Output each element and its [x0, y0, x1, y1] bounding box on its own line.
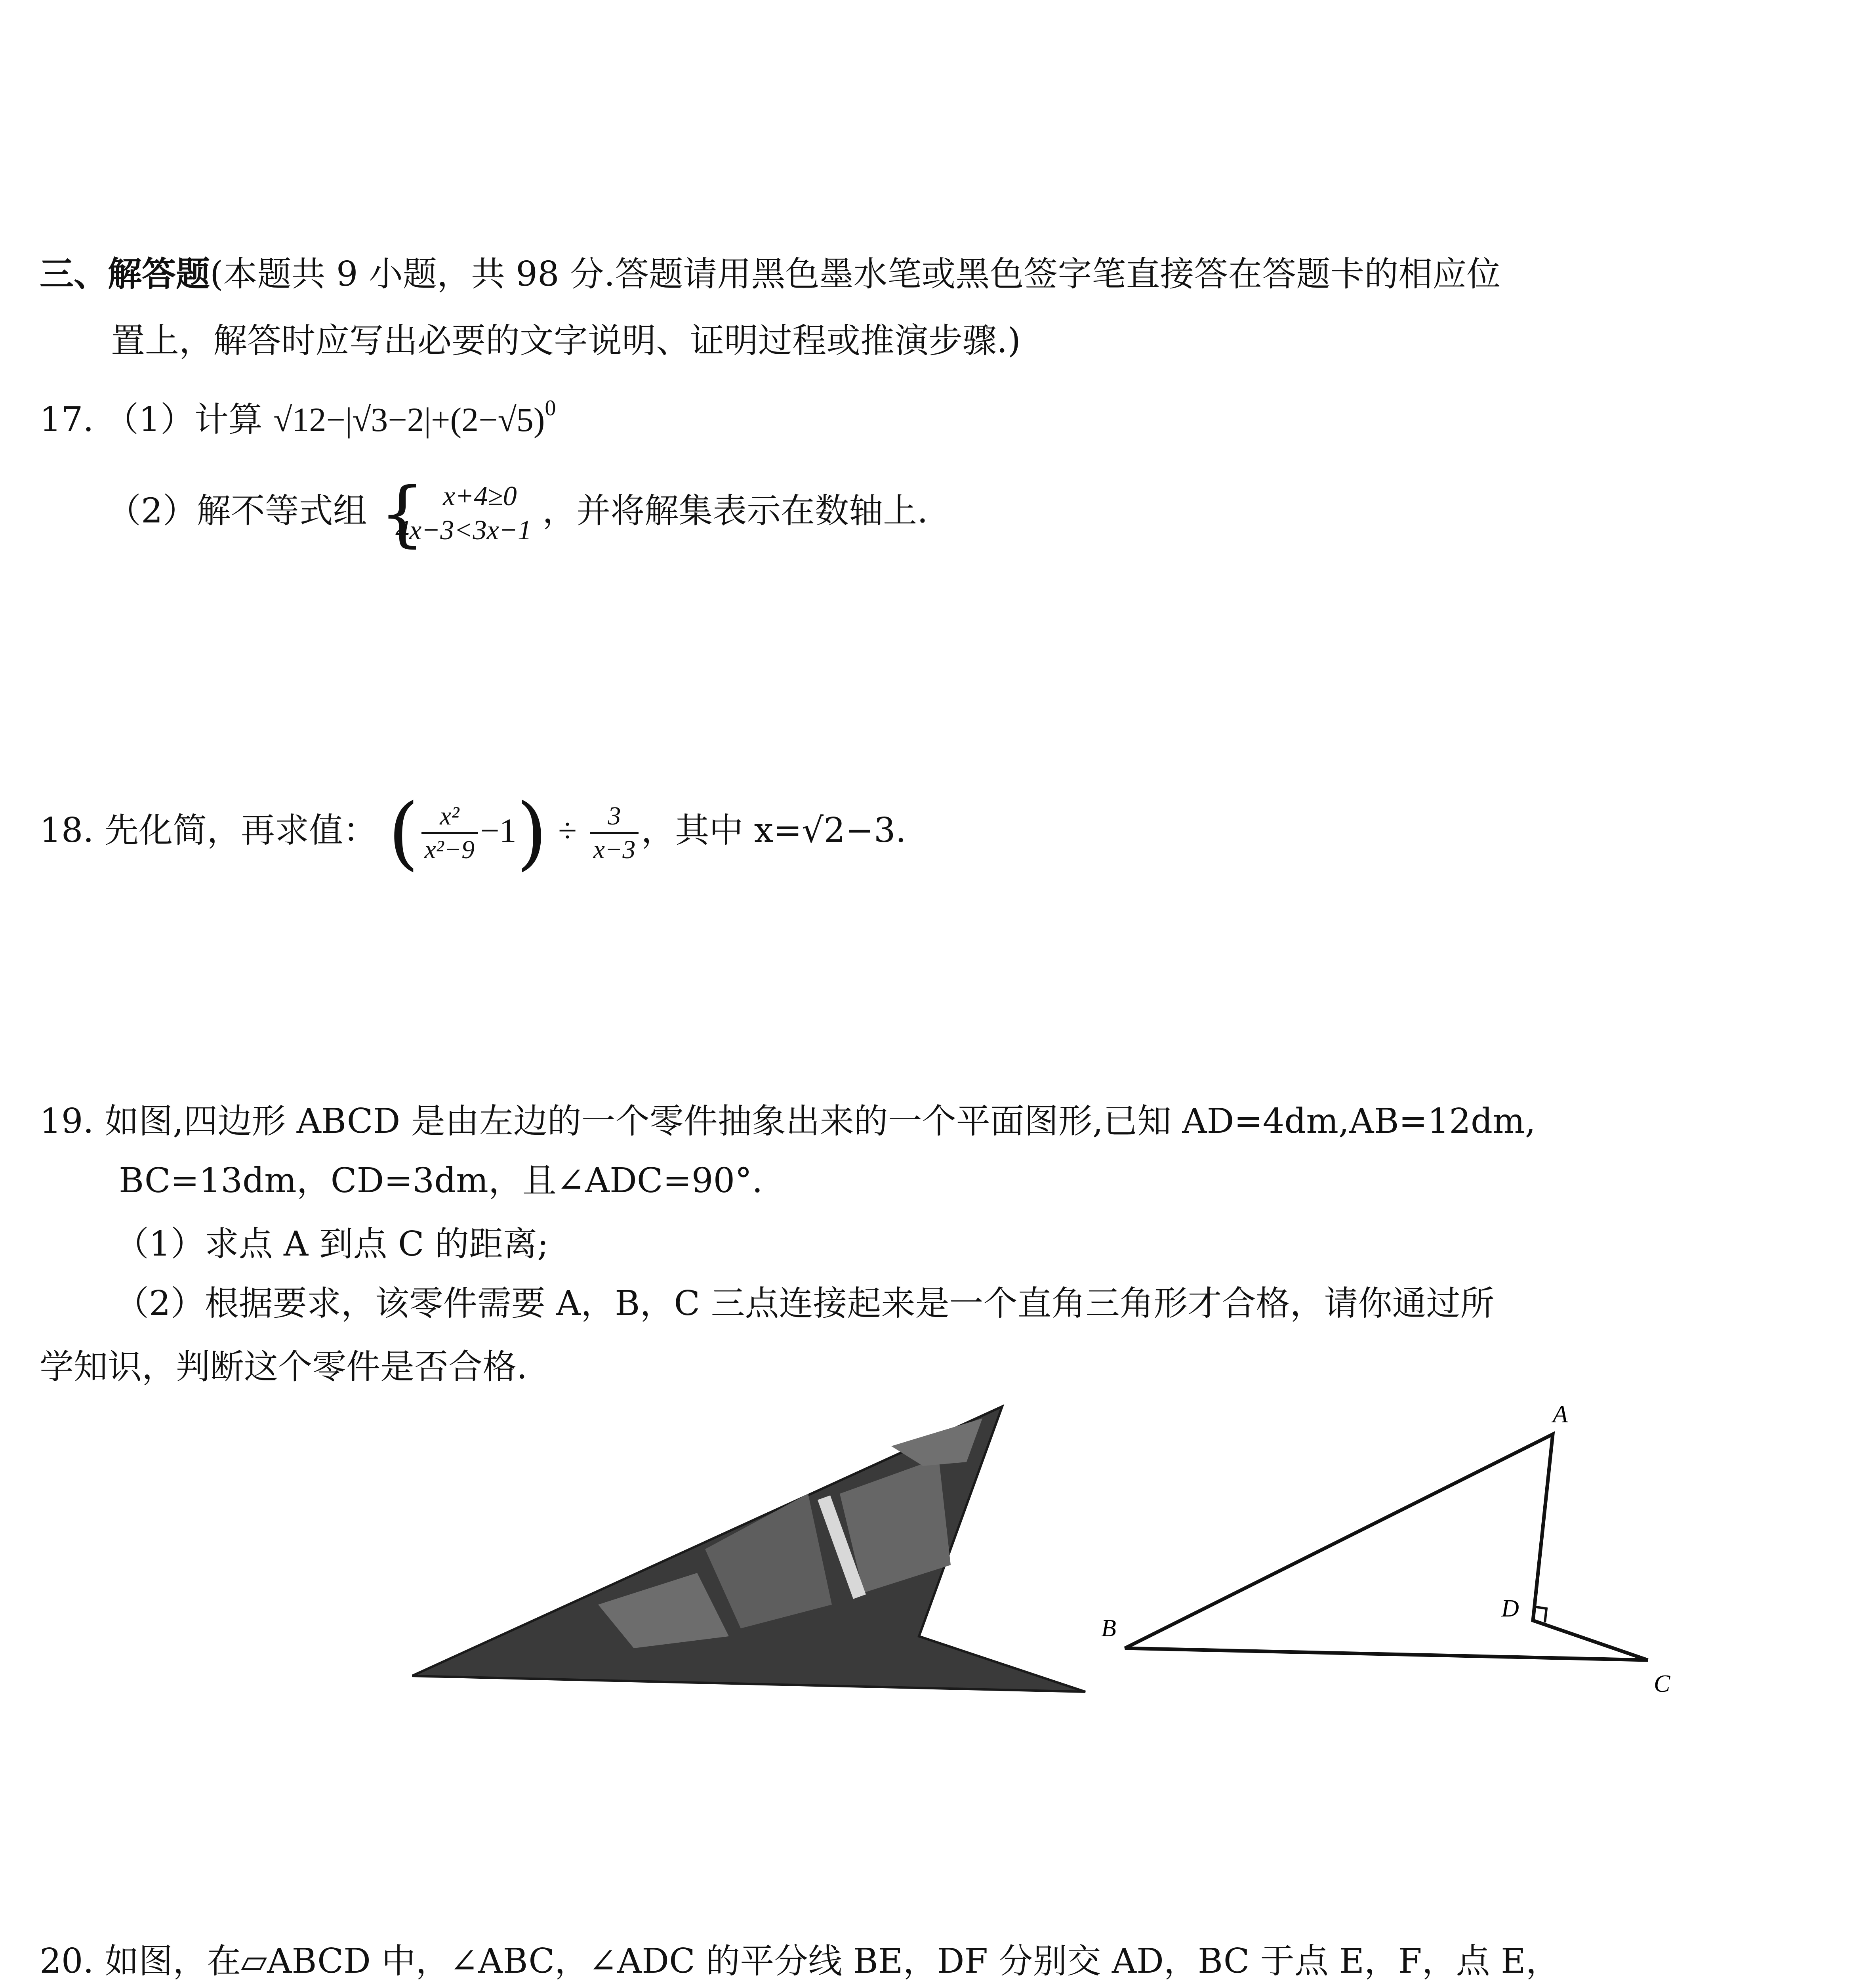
q19-part1: （1）求点 A 到点 C 的距离;: [115, 1224, 549, 1264]
section-instructions: (本题共 9 小题，共 98 分.答题请用黑色墨水笔或黑色签字笔直接答在答题卡的相应位: [210, 254, 1501, 294]
q19-diagram: [1101, 1403, 1676, 1727]
left-paren-icon: (: [388, 786, 419, 879]
q17-p2-tail: ，并将解集表示在数轴上.: [542, 491, 928, 531]
label-B: B: [1101, 1615, 1116, 1642]
label-C: C: [1654, 1670, 1670, 1697]
q19-stem: 如图,四边形 ABCD 是由左边的一个零件抽象出来的一个平面图形,已知 AD=4dm,AB=12dm,: [105, 1101, 1536, 1141]
q18-line: [40, 786, 906, 879]
q18-text: 先化简，再求值：: [105, 811, 377, 850]
q18-minus-one: −1: [480, 811, 517, 849]
quad-ABCD: [1125, 1434, 1648, 1660]
q18-fraction-2: $\frac{3}{x-3}$: [590, 800, 639, 866]
q17-p1-label: （1）计算: [105, 400, 263, 439]
q19-part-photo: [412, 1399, 1093, 1716]
label-D: D: [1501, 1595, 1519, 1622]
q19-part2: （2）根据要求，该零件需要 A，B，C 三点连接起来是一个直角三角形才合格，请你通过所: [115, 1284, 1495, 1323]
q20-stem: 如图，在▱ABCD 中，∠ABC，∠ADC 的平分线 BE，DF 分别交 AD，BC 于点 E，F，点 E，: [105, 1941, 1560, 1981]
q17-ineq1: x+4≥0: [443, 481, 517, 511]
q19-line1: [40, 1097, 1536, 1145]
q18-tail: ，其中 x=√2−3.: [641, 811, 906, 850]
section-title: 三、解答题: [40, 254, 210, 294]
section-heading-line: [40, 250, 1500, 298]
right-paren-icon: ): [516, 786, 547, 879]
q17-p1-exponent: 0: [545, 396, 556, 420]
label-A: A: [1553, 1403, 1568, 1428]
q20-line1: [40, 1937, 1560, 1981]
q19-number: 19.: [40, 1101, 94, 1141]
brace-icon: {: [379, 472, 425, 555]
q18-divide: ÷: [558, 811, 577, 849]
q17-part2: [107, 472, 928, 555]
q18-number: 18.: [40, 811, 94, 850]
q17-part1: [40, 384, 556, 443]
q17-ineq2: 4x−3<3x−1: [395, 515, 532, 546]
q17-inequality-system: [379, 472, 532, 555]
q19-line2: BC=13dm，CD=3dm，且∠ADC=90°.: [119, 1161, 763, 1200]
q19-part2-cont: 学知识，判断这个零件是否合格.: [40, 1347, 528, 1387]
q17-p2-label: （2）解不等式组: [107, 491, 367, 531]
section-instructions-cont: 置上，解答时应写出必要的文字说明、证明过程或推演步骤.): [111, 321, 1021, 361]
q17-number: 17.: [40, 400, 94, 439]
q20-number: 20.: [40, 1941, 94, 1981]
q18-fraction-1: $\frac{\text{x²}}{\text{x²−9}}$: [421, 800, 478, 866]
q17-p1-expression: √12−|√3−2|+(2−√5): [273, 401, 545, 439]
